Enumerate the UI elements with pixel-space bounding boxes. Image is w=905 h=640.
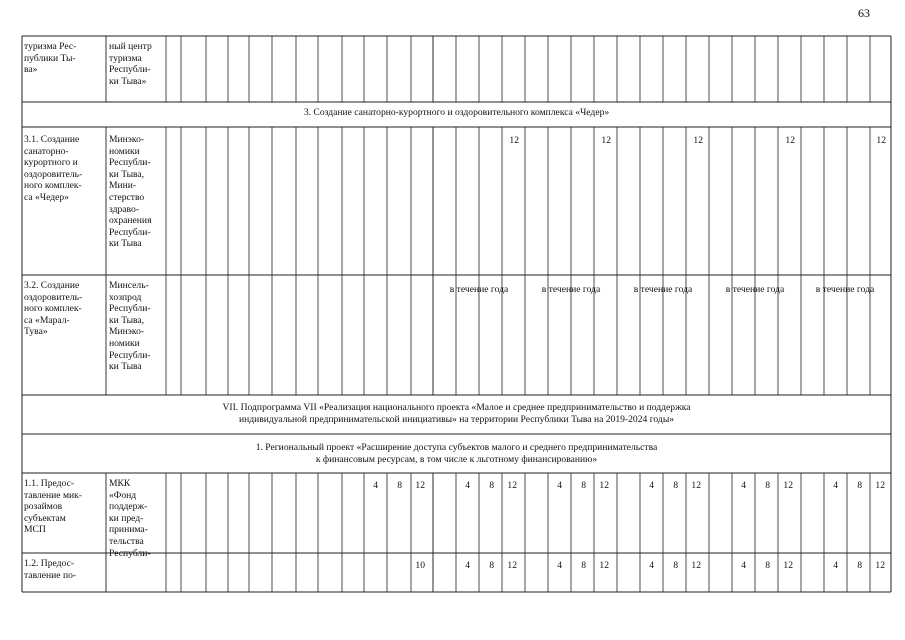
value-1-1: 4 [649, 480, 654, 491]
value-1-2: 12 [691, 560, 701, 571]
value-1-2: 10 [415, 560, 425, 571]
value-1-2: 4 [465, 560, 470, 571]
value-1-1: 4 [741, 480, 746, 491]
value-1-2: 12 [783, 560, 793, 571]
period-3-2-2024: в течение года [815, 284, 875, 295]
value-1-2: 8 [489, 560, 494, 571]
value-1-1: 12 [875, 480, 885, 491]
value-1-1: 8 [489, 480, 494, 491]
period-3-2-2021: в течение года [541, 284, 601, 295]
value-1-2: 4 [741, 560, 746, 571]
value-1-2: 8 [673, 560, 678, 571]
value-3-1-2021: 12 [601, 135, 611, 146]
value-3-1-2020: 12 [509, 135, 519, 146]
value-1-2: 8 [765, 560, 770, 571]
task-3-1: 3.1. Создание санаторно- курортного и оздоровитель- ного комплек- са «Чедер» [24, 134, 83, 203]
value-1-2: 8 [581, 560, 586, 571]
value-1-2: 8 [857, 560, 862, 571]
value-1-1: 4 [373, 480, 378, 491]
subprogram-7-heading: VII. Подпрограмма VII «Реализация национального проекта «Малое и среднее предпринимательство и поддержка индивидуальной предпринимательской инициативы» на территории Республики Тыва на 2019-2024 годы» [222, 402, 691, 425]
value-1-1: 8 [581, 480, 586, 491]
task-3-2: 3.2. Создание оздоровитель- ного комплек- са «Марал- Тува» [24, 280, 83, 338]
value-3-1-2022: 12 [693, 135, 703, 146]
value-1-1: 4 [557, 480, 562, 491]
period-3-2-2022: в течение года [633, 284, 693, 295]
value-1-2: 4 [833, 560, 838, 571]
regional-project-1-heading: 1. Региональный проект «Расширение доступа субъектов малого и среднего предпринимательства к финансовым ресурсам, в том числе к льготному финансированию» [255, 442, 658, 465]
value-1-1: 12 [599, 480, 609, 491]
period-3-2-2023: в течение года [725, 284, 785, 295]
value-1-1: 12 [507, 480, 517, 491]
period-3-2-2020: в течение года [449, 284, 509, 295]
value-1-2: 12 [599, 560, 609, 571]
task-1-1: 1.1. Предос- тавление мик- розаймов субъектам МСП [24, 478, 83, 536]
value-1-1: 8 [765, 480, 770, 491]
top-executor-cell: ный центр туризма Республи- ки Тыва» [109, 41, 152, 87]
top-task-cell: туризма Рес- публики Ты- ва» [24, 41, 77, 76]
value-1-2: 12 [507, 560, 517, 571]
value-1-1: 12 [691, 480, 701, 491]
value-1-1: 8 [397, 480, 402, 491]
executor-3-2: Минсель- хозпрод Республи- ки Тыва, Минэко- номики Республи- ки Тыва [109, 280, 151, 373]
value-1-2: 4 [557, 560, 562, 571]
value-1-1: 12 [783, 480, 793, 491]
value-1-1: 8 [857, 480, 862, 491]
section-3-heading: 3. Создание санаторно-курортного и оздоровительного комплекса «Чедер» [303, 107, 610, 118]
page-number: 63 [858, 6, 870, 20]
value-3-1-2024: 12 [876, 135, 886, 146]
value-1-2: 12 [875, 560, 885, 571]
value-3-1-2023: 12 [785, 135, 795, 146]
executor-3-1: Минэко- номики Республи- ки Тыва, Мини- стерство здраво- охранения Республи- ки Тыва [109, 134, 152, 250]
executor-1-1: МКК «Фонд поддерж- ки пред- принима- тельства Республи- [109, 478, 151, 559]
value-1-1: 4 [465, 480, 470, 491]
value-1-1: 4 [833, 480, 838, 491]
task-1-2: 1.2. Предос- тавление по- [24, 558, 77, 581]
value-1-1: 8 [673, 480, 678, 491]
value-1-1: 12 [415, 480, 425, 491]
value-1-2: 4 [649, 560, 654, 571]
